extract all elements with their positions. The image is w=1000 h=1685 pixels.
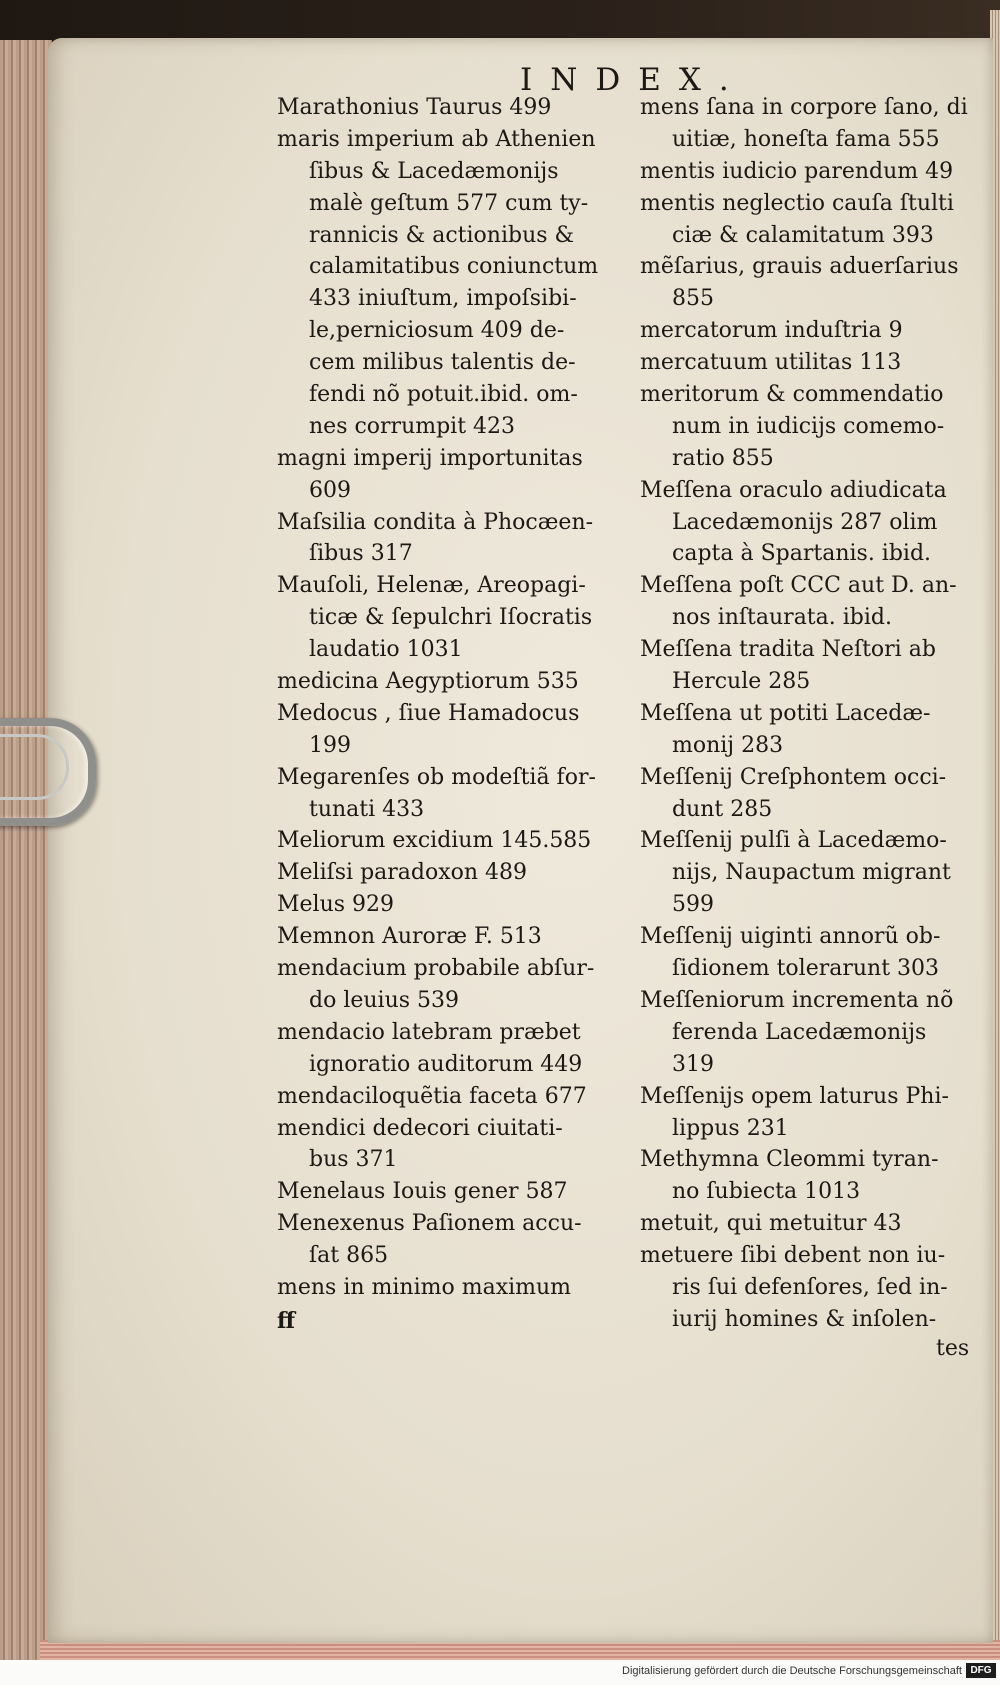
index-entry bbox=[640, 921, 990, 985]
entry-heading-line: mendacium probabile abſur- bbox=[277, 956, 595, 982]
index-entry bbox=[277, 1176, 617, 1208]
index-entry bbox=[277, 953, 617, 1017]
entry-continuation-line: Hercule 285 bbox=[672, 669, 811, 695]
entry-continuation-line: fendi nõ potuit.ibid. om- bbox=[309, 382, 578, 408]
index-entry bbox=[640, 251, 990, 315]
entry-heading-line: mens ſana in corpore ſano, di bbox=[640, 95, 968, 120]
entry-continuation-line: 199 bbox=[309, 732, 351, 758]
entry-continuation-line: uitiæ, honeſta fama 555 bbox=[672, 126, 940, 152]
entry-heading-line: mercatorum induſtria 9 bbox=[640, 318, 903, 344]
entry-continuation-line: Lacedæmonijs 287 olim bbox=[672, 509, 938, 535]
entry-continuation-line: num in iudicijs comemo- bbox=[672, 413, 945, 439]
entry-heading-line: Meſſena poſt CCC aut D. an- bbox=[640, 573, 957, 599]
index-entry bbox=[640, 1144, 990, 1208]
entry-heading-line: mens in minimo maximum bbox=[277, 1274, 572, 1300]
entry-heading-line: Menexenus Paſionem accu- bbox=[277, 1211, 582, 1237]
entry-heading-line: Medocus , ſiue Hamadocus bbox=[277, 700, 580, 726]
entry-heading-line: Meſſenijs opem laturus Phi- bbox=[640, 1083, 949, 1109]
signature-mark: ff bbox=[277, 1308, 296, 1334]
index-entry bbox=[640, 698, 990, 762]
entry-heading-line: Meſſena tradita Neſtori ab bbox=[640, 637, 936, 663]
entry-continuation-line: bus 371 bbox=[309, 1147, 398, 1173]
index-entry bbox=[640, 156, 990, 188]
entry-continuation-line: dunt 285 bbox=[672, 796, 773, 822]
index-entry bbox=[640, 1081, 990, 1145]
metal-clip-inner bbox=[0, 734, 69, 800]
entry-continuation-line: lippus 231 bbox=[672, 1115, 789, 1141]
entry-heading-line: medicina Aegyptiorum 535 bbox=[277, 669, 579, 695]
entry-continuation-line: 319 bbox=[672, 1051, 714, 1077]
entry-heading-line: maris imperium ab Athenien bbox=[277, 126, 596, 152]
entry-heading-line: mendaciloquẽtia faceta 677 bbox=[277, 1083, 587, 1109]
entry-continuation-line: ſidionem tolerarunt 303 bbox=[672, 956, 940, 982]
entry-continuation-line: 599 bbox=[672, 892, 714, 918]
entry-continuation-line: ticæ & ſepulchri Iſocratis bbox=[309, 605, 593, 631]
entry-heading-line: Megarenſes ob modeſtiã for- bbox=[277, 764, 596, 790]
index-entry bbox=[277, 1017, 617, 1081]
index-entry bbox=[640, 634, 990, 698]
index-entry bbox=[640, 1208, 990, 1240]
index-entry bbox=[277, 1272, 617, 1304]
entry-continuation-line: ciæ & calamitatum 393 bbox=[672, 222, 934, 248]
entry-heading-line: mentis iudicio parendum 49 bbox=[640, 158, 954, 184]
index-entry bbox=[640, 762, 990, 826]
footer-bar bbox=[0, 1660, 1000, 1685]
index-entry bbox=[277, 698, 617, 762]
index-entry bbox=[640, 475, 990, 571]
footer-credit: Digitalisierung gefördert durch die Deutsche Forschungsgemeinschaft bbox=[622, 1665, 962, 1677]
index-entry bbox=[277, 762, 617, 826]
entry-continuation-line: nes corrumpit 423 bbox=[309, 413, 516, 439]
entry-heading-line: Memnon Auroræ F. 513 bbox=[277, 924, 542, 950]
entry-heading-line: Meliorum excidium 145.585 bbox=[277, 828, 592, 854]
entry-continuation-line: cem milibus talentis de- bbox=[309, 350, 576, 376]
index-entry bbox=[640, 825, 990, 921]
entry-continuation-line: 855 bbox=[672, 286, 714, 312]
entry-heading-line: Meſſenij pulſi à Lacedæmo- bbox=[640, 828, 947, 854]
entry-heading-line: Meliſsi paradoxon 489 bbox=[277, 860, 528, 886]
entry-continuation-line: iurij homines & inſolen- bbox=[672, 1306, 937, 1332]
entry-heading-line: Meſſena oraculo adiudicata bbox=[640, 477, 947, 503]
index-entry bbox=[277, 889, 617, 921]
entry-heading-line: metuere ſibi debent non iu- bbox=[640, 1243, 946, 1269]
entry-heading-line: mẽſarius, grauis aduerſarius bbox=[640, 254, 959, 280]
index-entry bbox=[640, 92, 990, 156]
index-entry bbox=[640, 379, 990, 475]
index-entry bbox=[277, 570, 617, 666]
index-entry bbox=[277, 1113, 617, 1177]
entry-continuation-line: do leuius 539 bbox=[309, 987, 460, 1013]
entry-continuation-line: ratio 855 bbox=[672, 445, 774, 471]
entry-heading-line: Meſſenij uiginti annorũ ob- bbox=[640, 924, 941, 950]
index-entry bbox=[277, 825, 617, 857]
entry-heading-line: Mauſoli, Helenæ, Areopagi- bbox=[277, 573, 586, 599]
index-entry bbox=[640, 1240, 990, 1336]
entry-continuation-line: ſat 865 bbox=[309, 1243, 389, 1269]
entry-continuation-line: rannicis & actionibus & bbox=[309, 222, 575, 248]
entry-continuation-line: tunati 433 bbox=[309, 796, 425, 822]
catchword: tes bbox=[936, 1336, 970, 1361]
index-entry bbox=[277, 92, 617, 124]
page-edges-left bbox=[0, 40, 52, 1660]
entry-continuation-line: capta à Spartanis. ibid. bbox=[672, 541, 932, 567]
index-entry bbox=[640, 188, 990, 252]
entry-continuation-line: ſibus 317 bbox=[309, 541, 413, 567]
entry-continuation-line: 433 iniuſtum, impoſsibi- bbox=[309, 286, 577, 312]
entry-continuation-line: laudatio 1031 bbox=[309, 637, 463, 663]
index-column-right bbox=[640, 92, 990, 1336]
entry-heading-line: mentis neglectio cauſa ſtulti bbox=[640, 190, 954, 216]
entry-heading-line: metuit, qui metuitur 43 bbox=[640, 1211, 902, 1237]
index-entry bbox=[277, 857, 617, 889]
index-entry bbox=[640, 315, 990, 347]
entry-continuation-line: ferenda Lacedæmonijs bbox=[672, 1019, 927, 1045]
index-entry bbox=[640, 347, 990, 379]
entry-continuation-line: nijs, Naupactum migrant bbox=[672, 860, 951, 886]
entry-heading-line: magni imperij importunitas bbox=[277, 445, 583, 471]
index-entry bbox=[640, 570, 990, 634]
entry-heading-line: Methymna Cleommi tyran- bbox=[640, 1147, 939, 1173]
index-entry bbox=[277, 443, 617, 507]
entry-heading-line: Meſſenij Creſphontem occi- bbox=[640, 764, 947, 790]
index-entry bbox=[277, 1081, 617, 1113]
entry-heading-line: mendacio latebram præbet bbox=[277, 1019, 581, 1045]
index-entry bbox=[277, 1208, 617, 1272]
entry-continuation-line: ſibus & Lacedæmonijs bbox=[309, 158, 559, 184]
index-entry bbox=[277, 124, 617, 443]
entry-heading-line: Menelaus Iouis gener 587 bbox=[277, 1179, 568, 1205]
index-entry bbox=[277, 666, 617, 698]
entry-heading-line: Meſſeniorum incrementa nõ bbox=[640, 987, 954, 1013]
entry-continuation-line: malè geſtum 577 cum ty- bbox=[309, 190, 589, 216]
entry-heading-line: Maſsilia condita à Phocæen- bbox=[277, 509, 594, 535]
entry-continuation-line: 609 bbox=[309, 477, 351, 503]
entry-continuation-line: ignoratio auditorum 449 bbox=[309, 1051, 583, 1077]
entry-heading-line: mendici dedecori ciuitati- bbox=[277, 1115, 563, 1141]
entry-heading-line: Meſſena ut potiti Lacedæ- bbox=[640, 700, 931, 726]
entry-heading-line: Melus 929 bbox=[277, 892, 395, 918]
entry-continuation-line: no ſubiecta 1013 bbox=[672, 1179, 861, 1205]
index-entry bbox=[277, 507, 617, 571]
entry-heading-line: meritorum & commendatio bbox=[640, 382, 944, 408]
index-entry bbox=[640, 985, 990, 1081]
index-column-left bbox=[277, 92, 617, 1304]
entry-continuation-line: monij 283 bbox=[672, 732, 784, 758]
entry-continuation-line: nos inſtaurata. ibid. bbox=[672, 605, 892, 631]
entry-continuation-line: calamitatibus coniunctum bbox=[309, 254, 599, 280]
dfg-logo: DFG bbox=[966, 1663, 996, 1678]
entry-continuation-line: ris ſui defenſores, ſed in- bbox=[672, 1274, 948, 1300]
entry-heading-line: mercatuum utilitas 113 bbox=[640, 350, 902, 376]
entry-continuation-line: le,perniciosum 409 de- bbox=[309, 318, 565, 344]
index-entry bbox=[277, 921, 617, 953]
page-edges-bottom bbox=[40, 1640, 1000, 1660]
entry-heading-line: Marathonius Taurus 499 bbox=[277, 95, 552, 120]
running-head: INDEX. bbox=[520, 62, 747, 98]
